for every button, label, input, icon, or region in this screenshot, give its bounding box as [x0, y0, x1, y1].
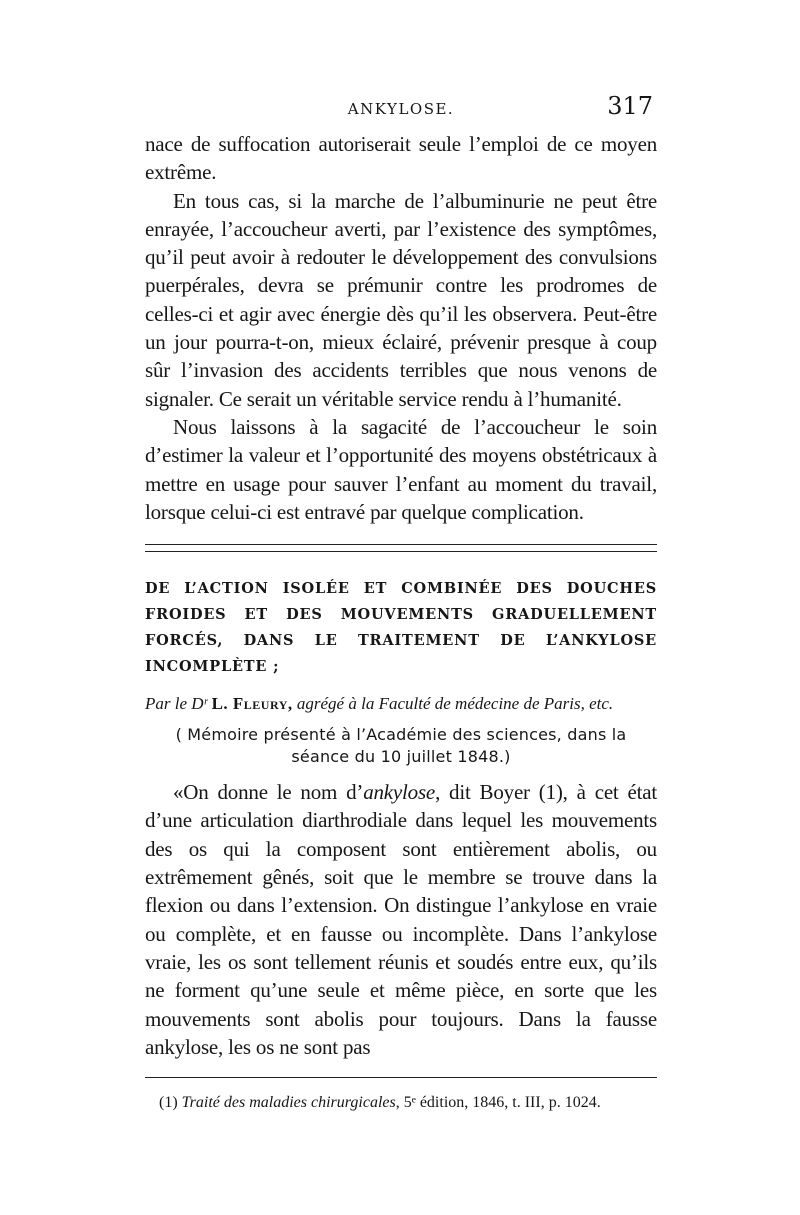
footnote-title: Traité des maladies chirurgicales — [181, 1094, 396, 1112]
chapter-conclusion — [145, 130, 657, 526]
memoire-note: ( Mémoire présenté à l’Académie des sciences, dans la séance du 10 juillet 1848.) — [175, 725, 627, 767]
body-rest: , dit Boyer (1), à cet état d’une articulation diarthrodiale dans lequel les mouvements des os qui la composent sont entièrement abolis, ou extrêmement gênés, soit que le membre se trouve dans la flexion ou dans l’extension. On distingue l’ankylose en vraie ou complète, et en fausse ou incomplète. Dans l’ankylose vraie, les os sont tellement réunis et soudés entre eux, qu’ils ne forment qu’une seule et même pièce, en sorte que les mouvements sont abolis pour toujours. Dans la fausse ankylose, les os ne sont pas — [145, 780, 658, 1059]
book-page — [145, 90, 657, 1114]
paragraph-3: Nous laissons à la sagacité de l’accoucheur le soin d’estimer la valeur et l’opportunité des moyens obstétricaux à mettre en usage pour sauver l’enfant au moment du travail, lorsque celui-ci est entravé par quelque complication. — [145, 414, 657, 524]
body-open: «On donne le nom d’ — [173, 780, 364, 805]
byline-suffix: agrégé à la Faculté de médecine de Paris, etc. — [292, 694, 614, 714]
footnote — [145, 1092, 657, 1114]
footnote-divider — [145, 1077, 657, 1078]
section-divider — [145, 544, 657, 552]
running-head — [145, 90, 657, 130]
article-paragraph-1 — [145, 778, 657, 1061]
paragraph-1: nace de suffocation autoriserait seule l’emploi de ce moyen extrême. — [145, 132, 657, 185]
article-body — [145, 778, 657, 1061]
page-number: 317 — [607, 92, 653, 120]
author-name: L. Fleury, — [211, 694, 293, 714]
footnote-rest: , 5ᵉ édition, 1846, t. III, p. 1024. — [395, 1094, 601, 1112]
paragraph-2: En tous cas, si la marche de l’albuminurie ne peut être enrayée, l’accoucheur averti, par l’existence des symptômes, qu’il peut avoir à redouter le développement des convulsions puerpérales, devra se prémunir contre les prodromes de celles-ci et agir avec énergie dès qu’il les observera. Peut-être un jour pourra-t-on, mieux éclairé, prévenir presque à coup sûr l’invasion des accidents terribles que nous venons de signaler. Ce serait un véritable service rendu à l’humanité. — [145, 188, 657, 411]
footnote-marker: (1) — [159, 1094, 182, 1112]
running-title: ANKYLOSE. — [347, 100, 455, 118]
article-title: DE L’ACTION ISOLÉE ET COMBINÉE DES DOUCHES FROIDES ET DES MOUVEMENTS GRADUELLEMENT FORCÉS, DANS LE TRAITEMENT DE L’ANKYLOSE INCOMPLÈTE ; — [145, 580, 657, 676]
term-ankylose: ankylose — [363, 780, 436, 805]
byline-prefix: Par le Dʳ — [145, 694, 212, 714]
article-byline — [145, 694, 657, 714]
